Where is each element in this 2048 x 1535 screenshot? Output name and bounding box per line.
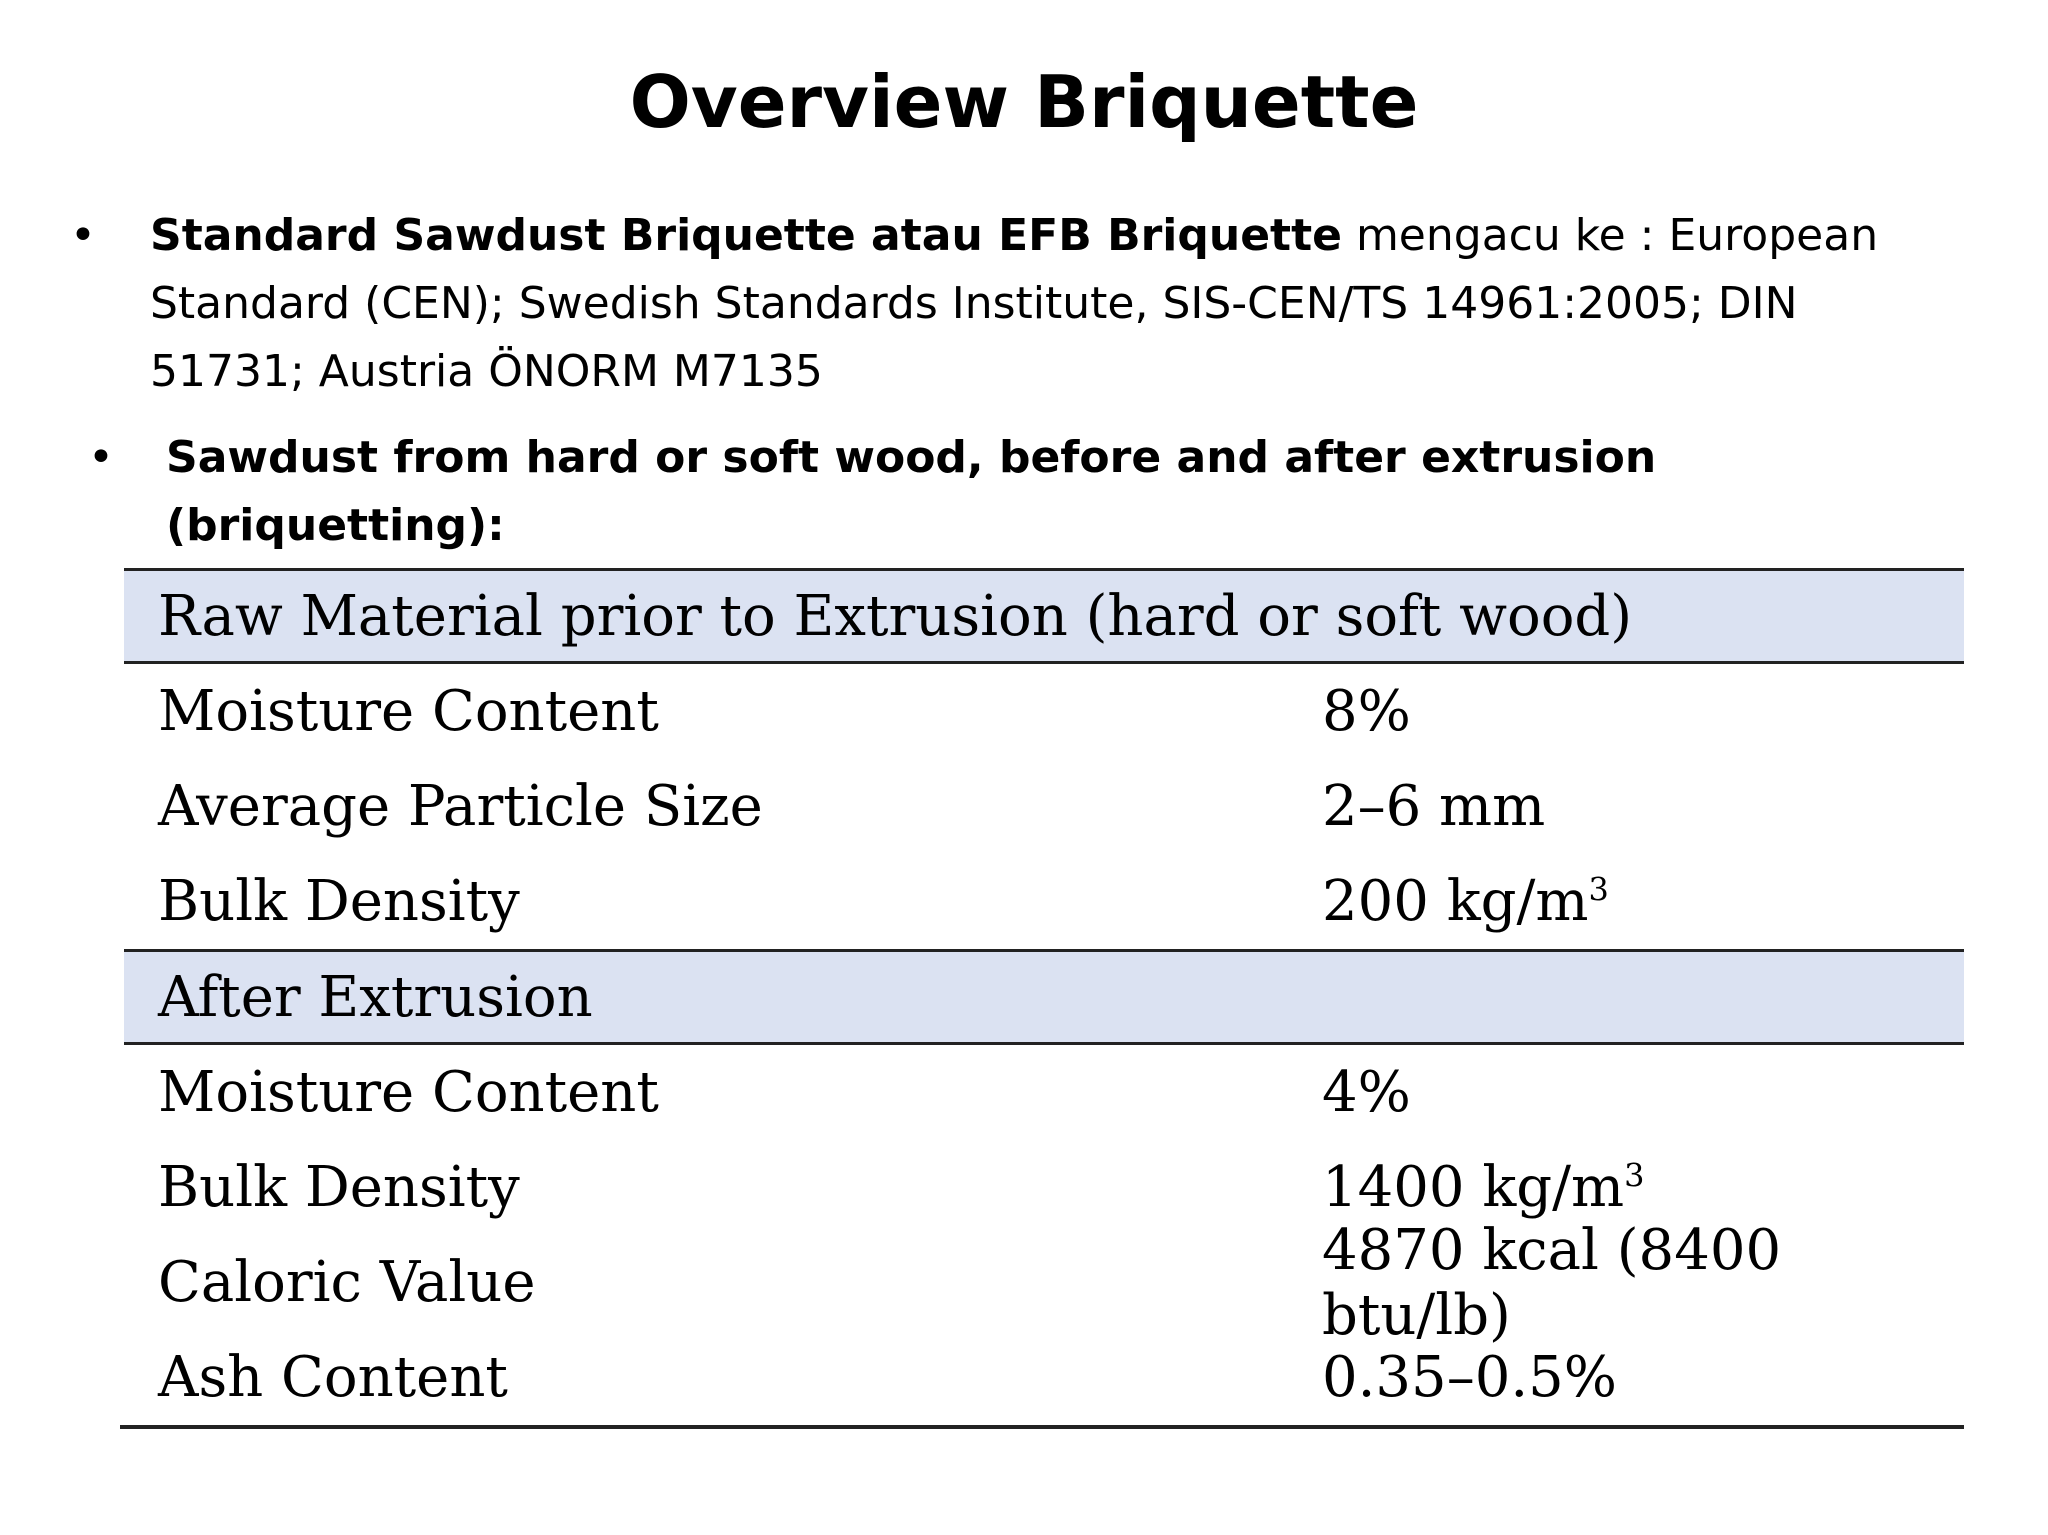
bullet-marker: • [70,210,96,261]
row-label: Caloric Value [158,1250,536,1315]
table-row [124,1330,1964,1425]
row-label: Bulk Density [158,1155,520,1220]
row-label: Moisture Content [158,679,659,744]
section-header-after-extrusion [124,949,1964,1045]
table-row [124,1045,1964,1140]
properties-table [124,568,1964,1429]
row-value: 4% [1322,1060,1411,1125]
bullet-standards-bold: Standard Sawdust Briquette atau EFB Briquette [150,210,1342,261]
section-header-label: After Extrusion [158,964,593,1030]
row-label: Moisture Content [158,1060,659,1125]
row-label: Bulk Density [158,869,520,934]
superscript: 3 [1588,870,1609,909]
table-row [124,854,1964,949]
superscript: 3 [1624,1156,1645,1195]
row-label: Average Particle Size [158,774,763,839]
bullet-standards [150,202,1930,406]
row-value: 200 $kg/m^3$ [1322,869,1609,934]
table-row [124,759,1964,854]
bullet-standards-text: mengacu ke : European Standard (CEN); Swedish Standards Institute, SIS-CEN/TS 14961:2005; DIN 51731; Austria ÖNORM M7135 [150,210,1879,397]
row-value: 4870 kcal (8400 btu/lb) [1322,1217,1782,1348]
table-row [124,664,1964,759]
bullet-sawdust: Sawdust from hard or soft wood, before and after extrusion (briquetting): [166,432,1657,551]
row-value: 0.35–0.5% [1322,1345,1617,1410]
section-header-raw-material [124,568,1964,664]
row-value: 8% [1322,679,1411,744]
row-label: Ash Content [158,1345,508,1410]
slide-title: Overview Briquette [629,60,1419,144]
row-value: 2–6 mm [1322,774,1546,839]
table-bottom-rule [120,1425,1964,1429]
section-header-label: Raw Material prior to Extrusion (hard or soft wood) [158,583,1633,649]
bullet-marker: • [88,432,114,483]
row-value: 1400 $kg/m^3$ [1322,1155,1645,1220]
table-row [124,1217,1964,1348]
